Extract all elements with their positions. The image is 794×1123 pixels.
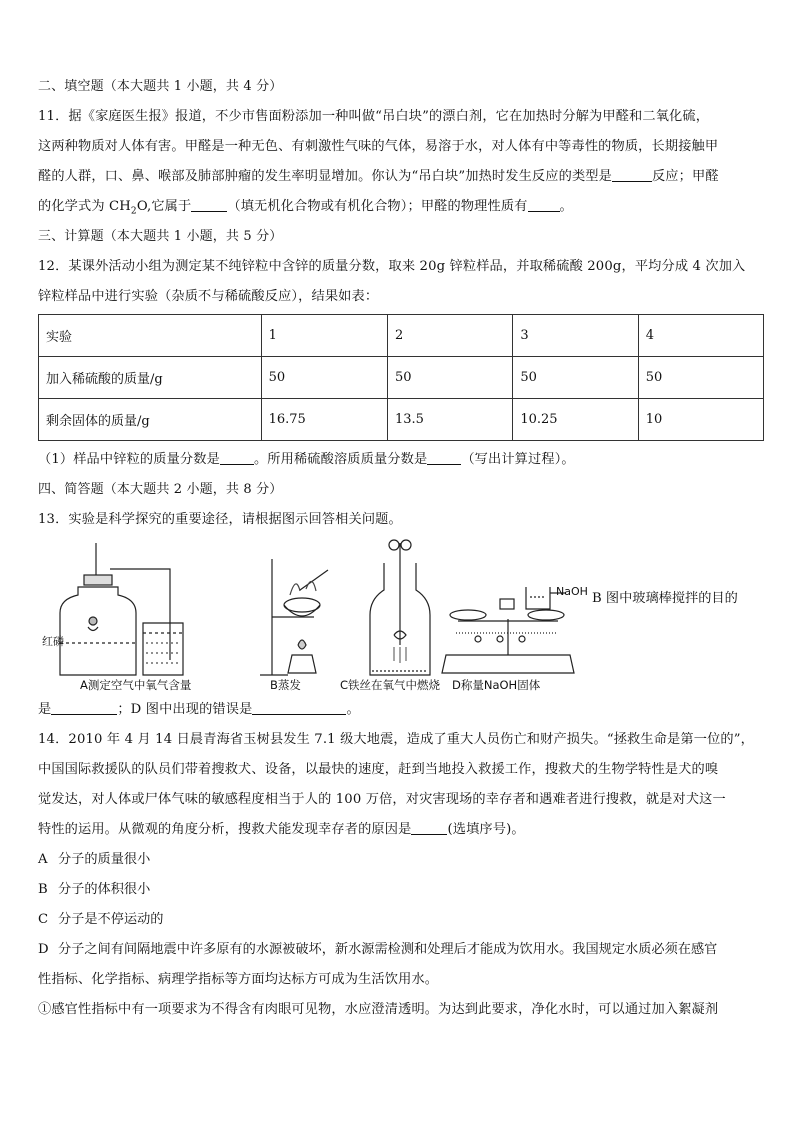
q14-line-3: 觉发达，对人体或尸体气味的敏感程度相当于人的 100 万倍，对灾害现场的幸存者和遇难者进行搜救，就是对犬这一 <box>38 792 726 807</box>
table-cell: 剩余固体的质量/g <box>39 399 262 441</box>
q14-line-1: 14．2010 年 4 月 14 日晨青海省玉树县发生 7.1 级大地震，造成了重大人员伤亡和财产损失。“拯救生命是第一位的”， <box>38 732 754 747</box>
option-text: 分子之间有间隔地震中许多原有的水源被破坏，新水源需检测和处理后才能成为饮用水。我国规定水质必须在感官 <box>58 942 718 957</box>
q11-line-3-tail: 反应；甲醛 <box>651 169 719 184</box>
q11-reaction-type-blank[interactable] <box>612 167 652 182</box>
q12-zinc-fraction-blank[interactable] <box>220 450 254 465</box>
q13-figure-row <box>38 535 764 695</box>
table-cell: 50 <box>638 357 763 399</box>
q13-error-blank[interactable] <box>252 700 346 715</box>
table-cell: 加入稀硫酸的质量/g <box>39 357 262 399</box>
caption-a: A测定空气中氧气含量 <box>80 678 192 692</box>
option-text: 分子的体积很小 <box>58 882 151 897</box>
q13-purpose-prefix: 是 <box>38 702 52 717</box>
table-cell: 50 <box>513 357 638 399</box>
q12-ask-tail: （写出计算过程）。 <box>461 452 575 467</box>
q12-question-line <box>38 445 764 475</box>
q13-side-text: B 图中玻璃棒搅拌的目的 <box>592 591 738 606</box>
table-row <box>39 399 764 441</box>
q14-sub-question-1: ①感官性指标中有一项要求为不得含有肉眼可见物，水应澄清透明。为达到此要求，净化水时，可以通过加入絮凝剂 <box>38 1002 719 1017</box>
table-cell: 50 <box>387 357 512 399</box>
caption-d: D称量NaOH固体 <box>452 678 541 692</box>
naoh-label: NaOH <box>556 585 588 598</box>
section-3-heading: 三、计算题（本大题共 1 小题，共 5 分） <box>38 229 283 244</box>
q11-line-4-mid: （填无机化合物或有机化合物）；甲醛的物理性质有 <box>227 199 528 214</box>
option-key: C <box>38 912 49 927</box>
option-c[interactable] <box>38 905 764 935</box>
option-key: A <box>38 852 48 867</box>
q13-error-prompt: ；D 图中出现的错误是 <box>117 702 253 717</box>
table-cell: 13.5 <box>387 399 512 441</box>
option-d-continued: 性指标、化学指标、病理学指标等方面均达标方可成为生活饮用水。 <box>38 972 439 987</box>
q14-line-4 <box>38 815 764 845</box>
evaporation-apparatus-illustration <box>260 559 328 675</box>
table-cell: 10.25 <box>513 399 638 441</box>
q13-line-2-end: 。 <box>346 702 360 717</box>
q11-formula-tail: O,它属于 <box>136 199 192 214</box>
balance-scale-illustration <box>442 587 574 673</box>
caption-b: B蒸发 <box>270 678 301 692</box>
q11-line-3-text: 醛的人群，口、鼻、喉部及肺部肿瘤的发生率明显增加。你认为“吊白块”加热时发生反应的类型是 <box>38 169 612 184</box>
table-row <box>39 315 764 357</box>
table-row <box>39 357 764 399</box>
caption-c: C铁丝在氧气中燃烧 <box>340 678 441 692</box>
q13-stirring-purpose-blank[interactable] <box>51 700 117 715</box>
q12-line-1: 12．某课外活动小组为测定某不纯锌粒中含锌的质量分数，取来 20g 锌粒样品，并取稀硫酸 200g，平均分成 4 次加入 <box>38 259 746 274</box>
table-cell: 3 <box>513 315 638 357</box>
q12-ask-acid: 。所用稀硫酸溶质质量分数是 <box>253 452 428 467</box>
red-phosphorus-label: 红磷 <box>42 635 64 648</box>
q12-acid-fraction-blank[interactable] <box>427 450 461 465</box>
q12-results-table <box>38 314 764 441</box>
option-d[interactable] <box>38 935 764 965</box>
q11-line-3 <box>38 162 764 192</box>
q13-line-2 <box>38 695 764 725</box>
q14-answer-blank[interactable] <box>411 820 447 835</box>
option-a[interactable] <box>38 845 764 875</box>
q11-line-1: 11．据《家庭医生报》报道，不少市售面粉添加一种叫做“吊白块”的漂白剂，它在加热时分解为甲醛和二氧化硫， <box>38 109 710 124</box>
option-text: 分子的质量很小 <box>58 852 151 867</box>
q11-formula-text: 的化学式为 CH <box>38 199 131 214</box>
table-cell: 2 <box>387 315 512 357</box>
jar-apparatus-illustration <box>60 543 183 675</box>
table-cell: 4 <box>638 315 763 357</box>
q11-physical-property-blank[interactable] <box>528 197 560 212</box>
q11-compound-type-blank[interactable] <box>191 197 227 212</box>
q14-line-2: 中国国际救援队的队员们带着搜救犬、设备，以最快的速度，赶到当地投入救援工作，搜救犬的生物学特性是犬的嗅 <box>38 762 719 777</box>
q11-line-4 <box>38 192 764 222</box>
table-cell: 实验 <box>39 315 262 357</box>
table-cell: 50 <box>261 357 387 399</box>
q11-line-2: 这两种物质对人体有害。甲醛是一种无色、有刺激性气味的气体，易溶于水，对人体有中等毒性的物质，长期接触甲 <box>38 139 719 154</box>
table-cell: 16.75 <box>261 399 387 441</box>
q13-line-1: 13．实验是科学探究的重要途径，请根据图示回答相关问题。 <box>38 512 402 527</box>
q11-line-4-end: 。 <box>559 199 573 214</box>
option-b[interactable] <box>38 875 764 905</box>
option-text: 分子是不停运动的 <box>58 912 164 927</box>
option-key: D <box>38 942 49 957</box>
q13-experiment-figure <box>38 535 764 695</box>
q14-question-text: 特性的运用。从微观的角度分析，搜救犬能发现幸存者的原因是 <box>38 822 412 837</box>
exam-page <box>38 72 764 1025</box>
table-cell: 1 <box>261 315 387 357</box>
q11-formula-subscript: 2 <box>130 206 137 217</box>
option-key: B <box>38 882 48 897</box>
q12-line-2: 锌粒样品中进行实验（杂质不与稀硫酸反应），结果如表： <box>38 289 379 304</box>
table-cell: 10 <box>638 399 763 441</box>
q14-question-tail: (选填序号)。 <box>447 822 525 837</box>
section-4-heading: 四、简答题（本大题共 2 小题，共 8 分） <box>38 482 283 497</box>
q12-ask-zinc: （1）样品中锌粒的质量分数是 <box>38 452 220 467</box>
iron-wire-combustion-illustration <box>370 540 430 675</box>
section-2-heading: 二、填空题（本大题共 1 小题，共 4 分） <box>38 79 283 94</box>
